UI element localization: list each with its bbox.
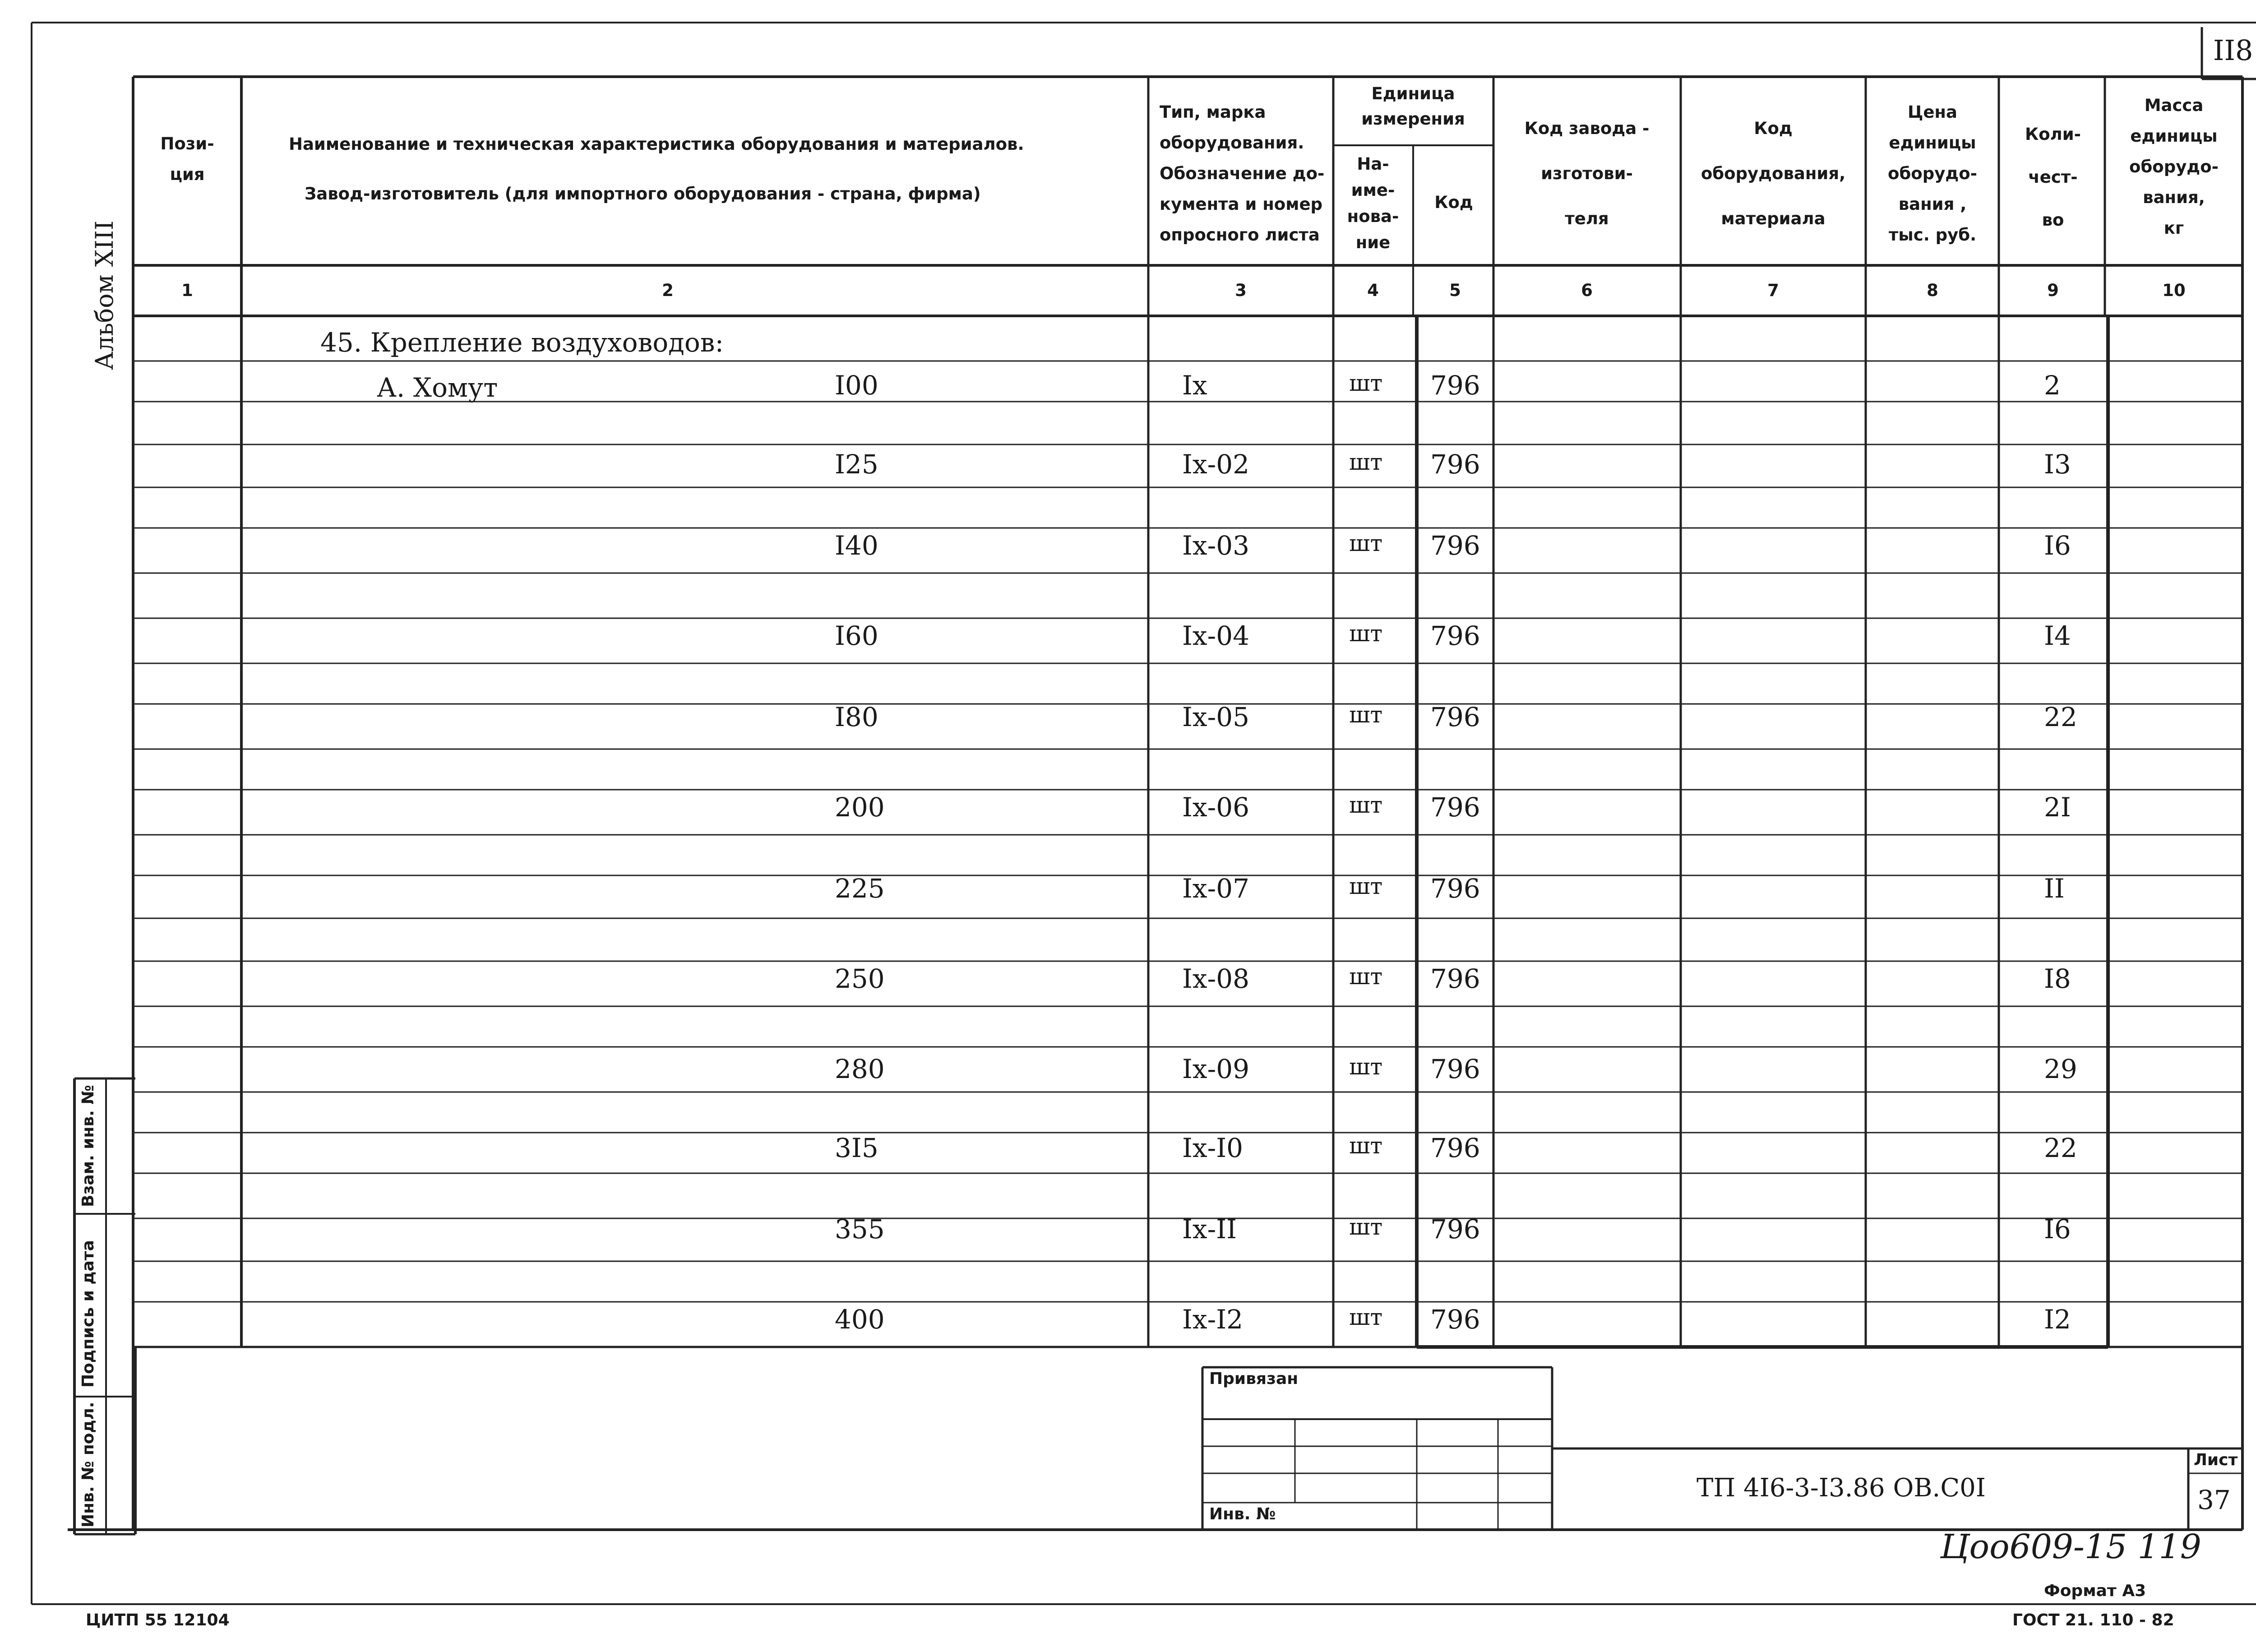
row-type: Iх-II (1182, 1214, 1237, 1245)
album-label: Альбом XIII (90, 220, 119, 370)
colnum-8: 8 (1927, 281, 1938, 300)
row-code: 796 (1430, 1133, 1480, 1163)
row-type: Iх-I0 (1182, 1133, 1244, 1163)
stamp-privyazan: Привязан (1209, 1370, 1299, 1388)
row-size: 400 (835, 1304, 885, 1335)
row-qty: 22 (2044, 1133, 2077, 1163)
colnum-6: 6 (1581, 281, 1593, 300)
row-unit: шт (1349, 702, 1383, 728)
gost-label: ГОСТ 21. 110 - 82 (2012, 1611, 2174, 1629)
row-size: I25 (835, 449, 878, 480)
row-size: I60 (835, 620, 878, 651)
header-col5: Код (1434, 193, 1473, 212)
row-qty: 29 (2044, 1054, 2077, 1084)
handwritten-note: Цоо609-15 119 (1940, 1527, 2201, 1566)
header-col4: На- име- нова- ние (1347, 154, 1399, 252)
row-type: Iх-06 (1182, 792, 1250, 823)
row-type: Iх-03 (1182, 530, 1250, 561)
row-qty: 2 (2044, 370, 2061, 401)
row-size: 3I5 (835, 1133, 878, 1163)
row-qty: I6 (2044, 530, 2071, 561)
side-vzam-inv: Взам. инв. № (79, 1085, 97, 1207)
row-size: 280 (835, 1054, 885, 1084)
stamp-inv-no: Инв. № (1209, 1505, 1276, 1523)
row-code: 796 (1430, 620, 1480, 651)
row-unit: шт (1349, 963, 1383, 990)
row-code: 796 (1430, 873, 1480, 904)
row-code: 796 (1430, 963, 1480, 994)
row-code: 796 (1430, 449, 1480, 480)
row-code: 796 (1430, 702, 1480, 732)
row-size: 355 (835, 1214, 885, 1245)
corner-sheet-number: II8 (2213, 34, 2253, 67)
row-unit: шт (1349, 1214, 1383, 1240)
row-unit: шт (1349, 449, 1383, 475)
row-unit: шт (1349, 1054, 1383, 1080)
row-size: I00 (835, 370, 878, 401)
row-qty: I4 (2044, 620, 2071, 651)
colnum-1: 1 (181, 281, 193, 300)
row-unit: шт (1349, 1133, 1383, 1159)
row-code: 796 (1430, 1304, 1480, 1335)
colnum-5: 5 (1449, 281, 1461, 300)
sheet-label: Лист (2194, 1451, 2238, 1469)
row-qty: 2I (2044, 792, 2071, 823)
row-code: 796 (1430, 1054, 1480, 1084)
row-size: 225 (835, 873, 885, 904)
row-type: Iх-04 (1182, 620, 1250, 651)
section-title: 45. Крепление воздуховодов: (320, 327, 724, 358)
header-col1: Пози- ция (160, 134, 214, 184)
row-type: Iх-I2 (1182, 1304, 1244, 1335)
row-type: Iх-09 (1182, 1054, 1250, 1084)
sheet-number: 37 (2197, 1485, 2231, 1515)
colnum-10: 10 (2162, 281, 2186, 300)
header-col2: Наименование и техническая характеристика оборудования и материалов. Завод-изготовитель (для импортного оборудования - страна, фирма) (289, 134, 1024, 204)
header-col10: Масса единицы оборудо- вания, кг (2129, 96, 2219, 238)
colnum-3: 3 (1235, 281, 1247, 300)
row-type: Iх-05 (1182, 702, 1250, 732)
row-qty: II (2044, 873, 2065, 904)
row-qty: I2 (2044, 1304, 2071, 1335)
row-qty: 22 (2044, 702, 2077, 732)
header-col6: Код завода - изготови- теля (1524, 119, 1650, 228)
side-inv-podl: Инв. № подл. (79, 1402, 97, 1527)
header-unit-group: Единица измерения (1361, 84, 1465, 129)
row-code: 796 (1430, 530, 1480, 561)
row-size: I80 (835, 702, 878, 732)
colnum-2: 2 (662, 281, 674, 300)
header-col3: Тип, марка оборудования. Обозначение до- кумента и номер опросного листа (1160, 102, 1325, 245)
row-code: 796 (1430, 370, 1480, 401)
row-code: 796 (1430, 792, 1480, 823)
row-size: 200 (835, 792, 885, 823)
colnum-7: 7 (1767, 281, 1779, 300)
row-type: Iх-02 (1182, 449, 1250, 480)
row-size: I40 (835, 530, 878, 561)
doc-code: ТП 4I6-3-I3.86 ОВ.С0I (1697, 1473, 1986, 1503)
row-unit: шт (1349, 530, 1383, 556)
row-type: Iх-08 (1182, 963, 1250, 994)
colnum-9: 9 (2047, 281, 2059, 300)
row-qty: I8 (2044, 963, 2071, 994)
header-col9: Коли- чест- во (2025, 125, 2081, 230)
row-qty: I6 (2044, 1214, 2071, 1245)
row-code: 796 (1430, 1214, 1480, 1245)
row-unit: шт (1349, 1304, 1383, 1330)
row-unit: шт (1349, 370, 1383, 396)
row-type: Iх-07 (1182, 873, 1250, 904)
row-size: 250 (835, 963, 885, 994)
colnum-4: 4 (1367, 281, 1379, 300)
row-unit: шт (1349, 873, 1383, 899)
row-unit: шт (1349, 792, 1383, 818)
ctip-label: ЦИТП 55 12104 (86, 1611, 230, 1629)
header-col7: Код оборудования, материала (1701, 119, 1846, 228)
row-unit: шт (1349, 620, 1383, 647)
side-podpis-data: Подпись и дата (79, 1240, 97, 1388)
row-qty: I3 (2044, 449, 2071, 480)
item-title: А. Хомут (377, 372, 498, 403)
format-label: Формат А3 (2044, 1582, 2146, 1600)
header-col8: Цена единицы оборудо- вания , тыс. руб. (1888, 102, 1977, 245)
row-type: Iх (1182, 370, 1207, 401)
